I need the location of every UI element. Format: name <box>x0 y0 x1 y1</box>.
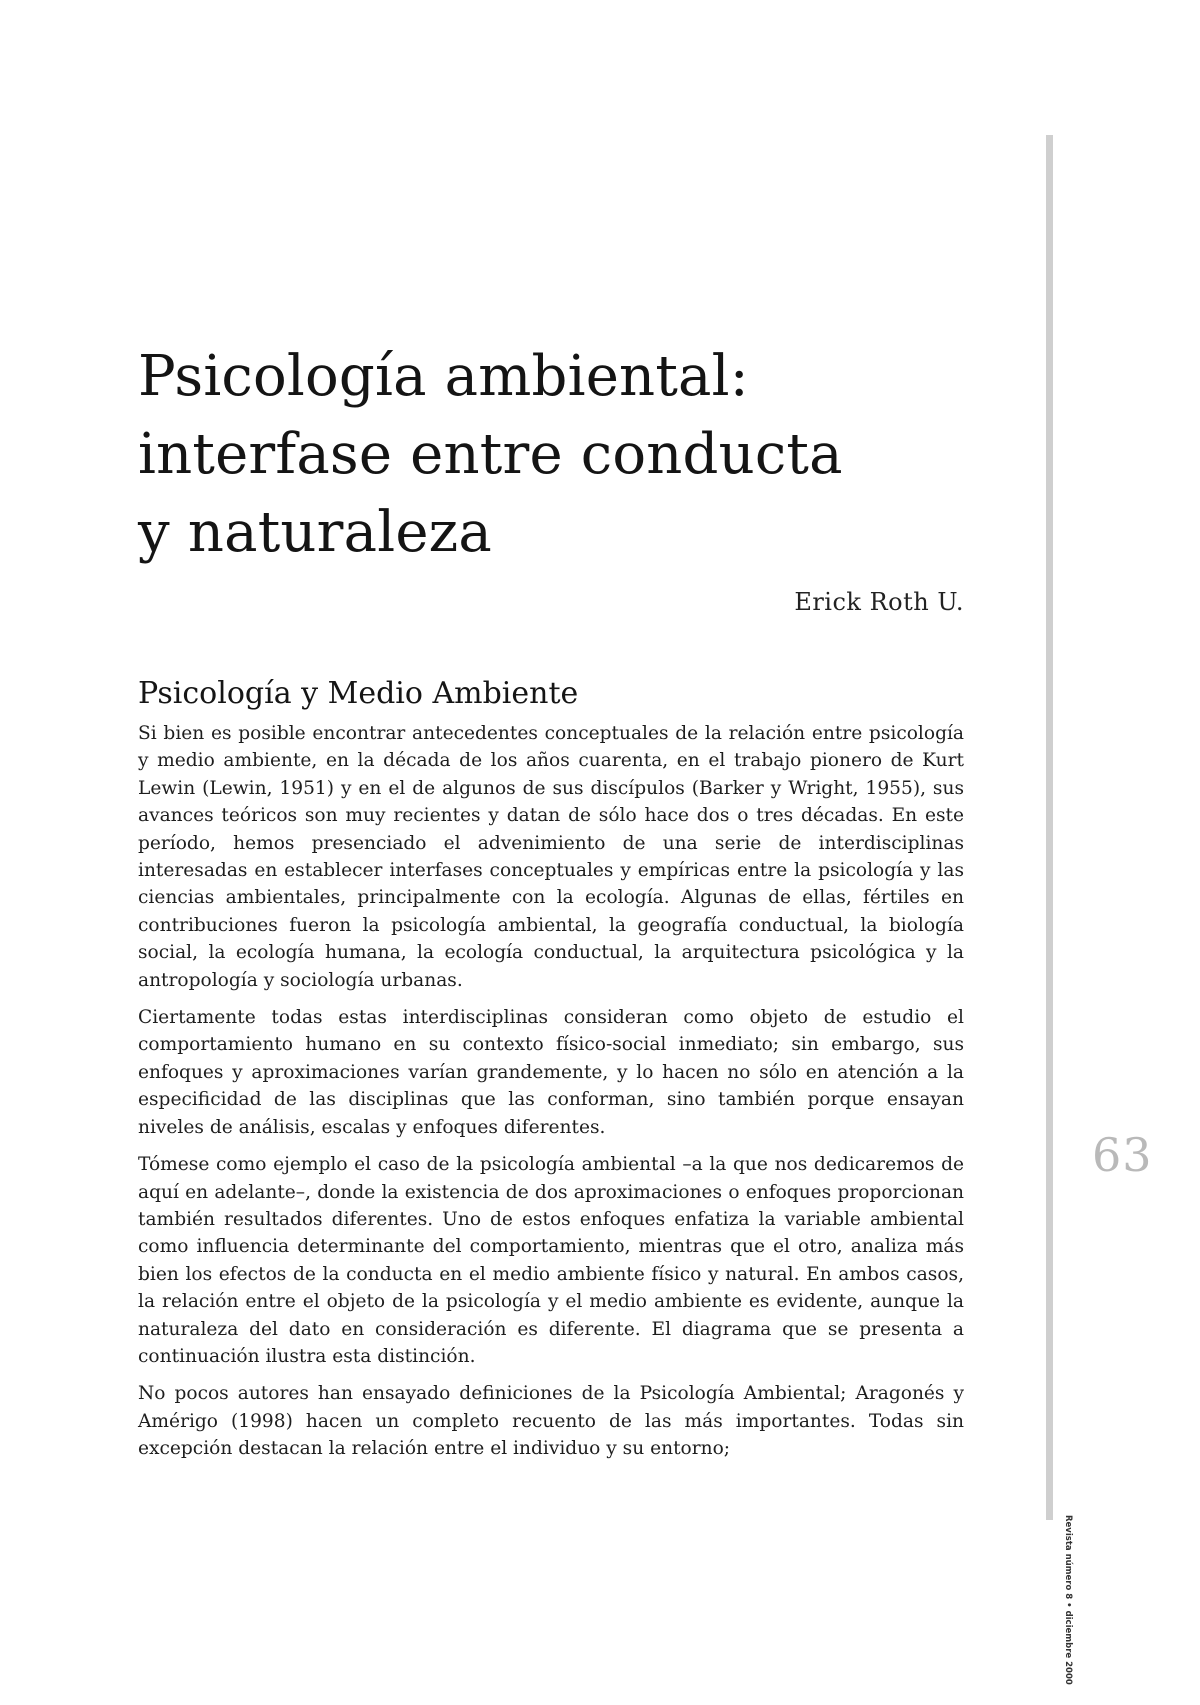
author-name: Erick Roth U. <box>794 588 964 616</box>
title-line: Psicología ambiental: <box>138 344 749 409</box>
section-heading: Psicología y Medio Ambiente <box>138 676 579 711</box>
article-body <box>138 720 964 1463</box>
body-paragraph: Si bien es posible encontrar antecedentes conceptuales de la relación entre psicología y medio ambiente, en la década de los años cuarenta, en el trabajo pionero de Kurt Lewin (Lewin, 1951) y en el de algunos de sus discípulos (Barker y Wright, 1955), sus avances teóricos son muy recientes y datan de sólo hace dos o tres décadas. En este período, hemos presenciado el advenimiento de una serie de interdisciplinas interesadas en establecer interfases conceptuales y empíricas entre la psicología y las ciencias ambientales, principalmente con la ecología. Algunas de ellas, fértiles en contribuciones fueron la psicología ambiental, la geografía conductual, la biología social, la ecología humana, la ecología conductual, la arquitectura psicológica y la antropología y sociología urbanas. <box>138 723 964 991</box>
running-footer: Revista número 8 • diciembre 2000 <box>1063 1515 1073 1685</box>
body-paragraph: Ciertamente todas estas interdisciplinas consideran como objeto de estudio el comportamiento humano en su contexto físico-social inmediato; sin embargo, sus enfoques y aproximaciones varían grandemente, y lo hacen no sólo en atención a la especificidad de las disciplinas que las conforman, sino también porque ensayan niveles de análisis, escalas y enfoques diferentes. <box>138 1007 964 1138</box>
article-title <box>138 338 958 572</box>
title-line: interfase entre conducta <box>138 422 843 487</box>
body-paragraph: Tómese como ejemplo el caso de la psicología ambiental –a la que nos dedicaremos de aquí en adelante–, donde la existencia de dos aproximaciones o enfoques proporcionan también resultados diferentes. Uno de estos enfoques enfatiza la variable ambiental como influencia determinante del comportamiento, mientras que el otro, analiza más bien los efectos de la conducta en el medio ambiente físico y natural. En ambos casos, la relación entre el objeto de la psicología y el medio ambiente es evidente, aunque la naturaleza del dato en consideración es diferente. El diagrama que se presenta a continuación ilustra esta distinción. <box>138 1154 964 1367</box>
body-paragraph: No pocos autores han ensayado definiciones de la Psicología Ambiental; Aragonés y Amérigo (1998) hacen un completo recuento de las más importantes. Todas sin excepción destacan la relación entre el individuo y su entorno; <box>138 1383 964 1460</box>
title-line: y naturaleza <box>138 500 492 565</box>
page-number: 63 <box>1092 1128 1153 1182</box>
margin-rule <box>1046 135 1053 1520</box>
